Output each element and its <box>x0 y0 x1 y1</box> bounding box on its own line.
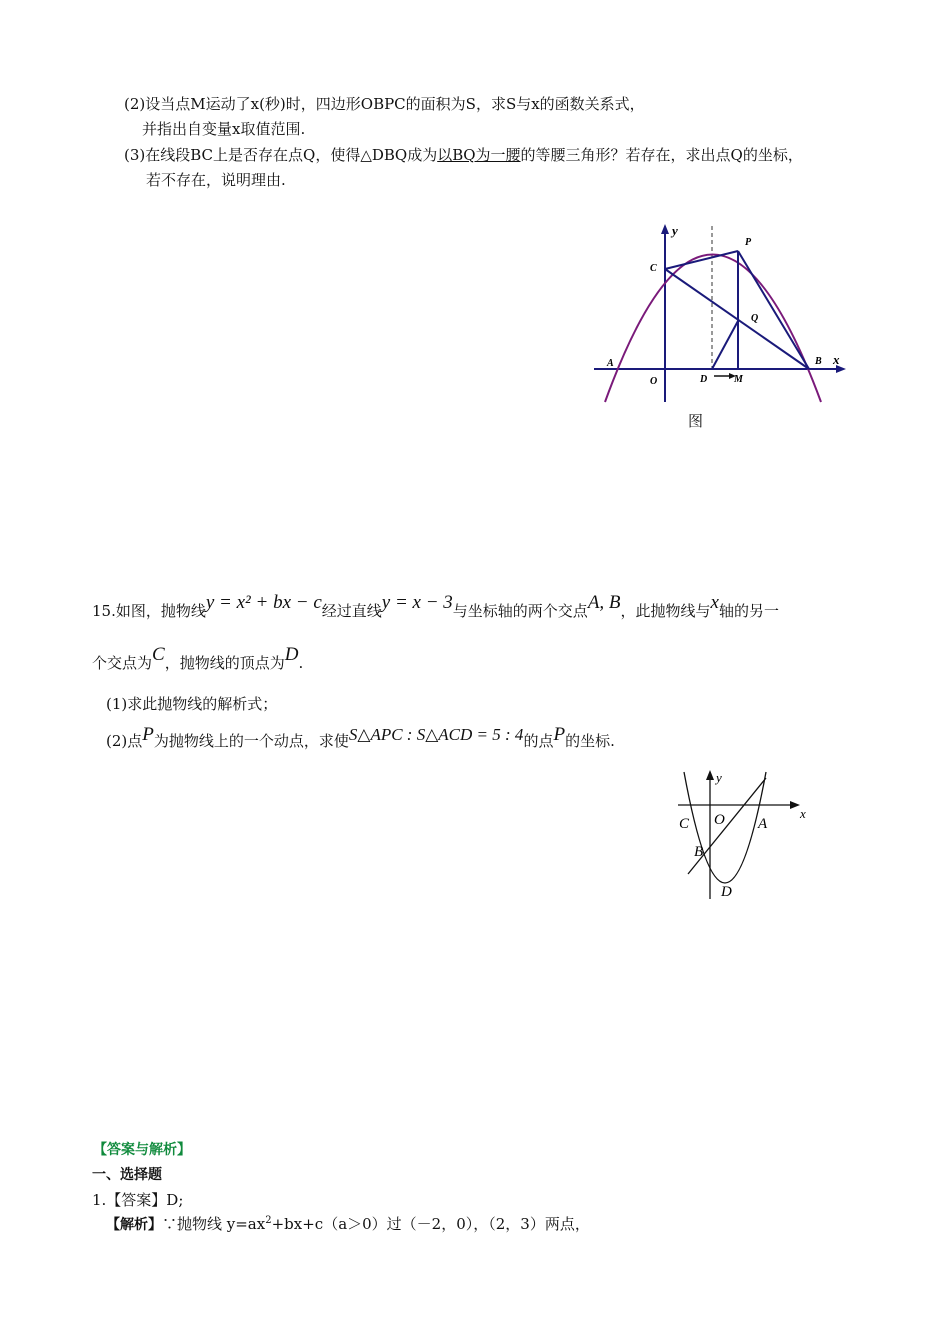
p15-part2-a: (2)点 <box>106 732 143 750</box>
p14-figure <box>588 218 850 434</box>
p14-part3-underlined: 以BQ为一腰 <box>437 146 521 164</box>
label-D: D <box>721 884 732 900</box>
p15-part2 <box>106 724 615 754</box>
label-O: O <box>714 812 725 828</box>
p15-math-AB: A, B <box>587 592 621 613</box>
label-A: A <box>607 358 614 369</box>
label-Q: Q <box>751 313 759 324</box>
p14-part2-line1: (2)设当点M运动了x(秒)时，四边形OBPC的面积为S，求S与x的函数关系式， <box>124 95 645 113</box>
p15-text6: 个交点为 <box>92 654 153 672</box>
p15-figure <box>670 764 820 904</box>
label-B: B <box>694 844 704 860</box>
x-axis-arrow-icon <box>790 801 800 809</box>
p15-math-D: D <box>284 644 299 665</box>
p15-text5: 轴的另一 <box>718 602 779 620</box>
p15-math-ratio: S△APC : S△ACD = 5 : 4 <box>348 725 524 744</box>
label-C: C <box>679 816 690 832</box>
p15-text1: 15.如图，抛物线 <box>92 602 206 620</box>
q1-analysis-label: 【解析】 <box>106 1217 162 1233</box>
p14-part3-line1 <box>124 145 803 165</box>
label-y: y <box>672 223 678 238</box>
q1-analysis-b: +bx+c（a＞0）过（－2，0），（2，3）两点， <box>271 1215 590 1233</box>
q1-analysis-sup: 2 <box>265 1215 272 1226</box>
q1-analysis <box>106 1214 590 1235</box>
p14-part3-line2: 若不存在，说明理由. <box>146 171 286 189</box>
label-x: x <box>833 352 840 367</box>
p15-math-C: C <box>152 644 165 665</box>
p15-math-P: P <box>142 724 154 745</box>
p15-text4: ，此抛物线与 <box>620 602 711 620</box>
p15-line1 <box>92 592 779 624</box>
p15-part2-d: 的坐标. <box>565 732 615 750</box>
p15-math-line: y = x − 3 <box>381 592 453 613</box>
p15-text7: ，抛物线的顶点为 <box>164 654 285 672</box>
segment-CP <box>665 251 738 269</box>
p15-text3: 与坐标轴的两个交点 <box>452 602 588 620</box>
p14-part2-line2: 并指出自变量x取值范围. <box>142 120 306 138</box>
q1-analysis-a: ∵抛物线 y=ax <box>162 1215 266 1233</box>
y-axis-arrow-icon <box>706 770 714 780</box>
parabola-curve <box>605 255 821 403</box>
label-x: x <box>800 806 806 821</box>
p15-part1: (1)求此抛物线的解析式； <box>106 695 278 713</box>
p14-part3-prefix: (3)在线段BC上是否存在点Q，使得△DBQ成为 <box>124 146 438 164</box>
p15-line2 <box>92 644 304 676</box>
label-C: C <box>650 263 657 274</box>
label-B: B <box>815 356 822 367</box>
p15-text2: 经过直线 <box>321 602 382 620</box>
section-choice: 一、选择题 <box>92 1167 162 1183</box>
y-axis-arrow-icon <box>661 224 669 234</box>
label-P: P <box>745 237 752 248</box>
answers-header: 【答案与解析】 <box>93 1142 191 1158</box>
p15-part2-c: 的点 <box>523 732 554 750</box>
p15-math-P2: P <box>553 724 566 745</box>
p14-figure-caption: 图 <box>688 412 704 430</box>
q1-answer: 1.【答案】D; <box>92 1191 184 1209</box>
label-A: A <box>758 816 768 832</box>
label-D: D <box>700 374 708 385</box>
label-M: M <box>734 374 743 385</box>
p15-math-parabola: y = x² + bx − c <box>205 592 322 613</box>
label-y: y <box>716 770 722 785</box>
segment-DQ <box>712 321 738 369</box>
p15-text8: . <box>298 654 304 672</box>
p15-math-x: x <box>710 592 719 613</box>
p14-part3-suffix: 的等腰三角形？若存在，求出点Q的坐标， <box>520 146 803 164</box>
p15-part2-b: 为抛物线上的一个动点，求使 <box>153 732 349 750</box>
label-O: O <box>650 376 658 387</box>
segment-PB <box>738 251 809 369</box>
